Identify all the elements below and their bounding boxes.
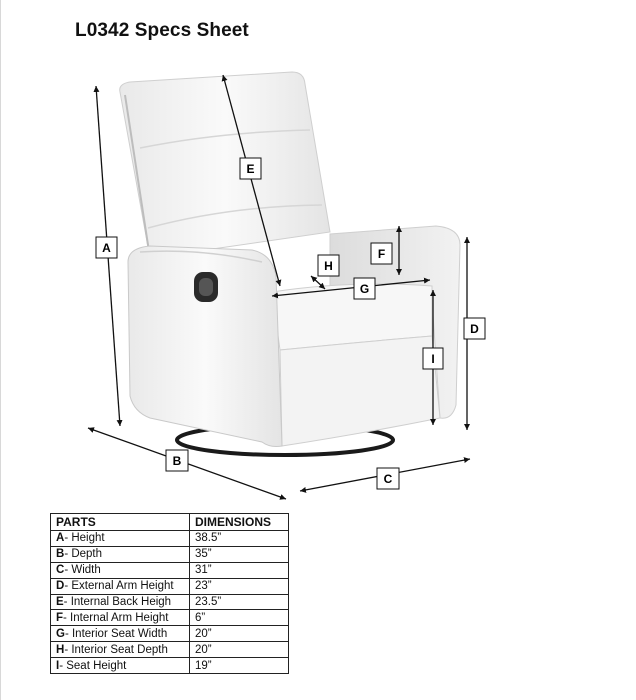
part-letter: A bbox=[56, 532, 65, 545]
dimension-label-e bbox=[240, 158, 261, 179]
part-cell bbox=[51, 531, 190, 547]
page-title: L0342 Specs Sheet bbox=[75, 20, 249, 41]
dimension-label-b bbox=[166, 450, 188, 471]
part-name: - Internal Back Heigh bbox=[63, 596, 172, 608]
part-name: - Internal Arm Height bbox=[63, 611, 169, 624]
part-name: - Interior Seat Width bbox=[64, 627, 168, 640]
dimension-label-a bbox=[96, 237, 117, 258]
part-letter: G bbox=[56, 627, 65, 640]
recliner-chair-illustration bbox=[120, 72, 460, 455]
table-row bbox=[51, 578, 289, 594]
table-row bbox=[51, 531, 289, 547]
dimension-label-d bbox=[464, 318, 485, 339]
dimension-value: 23” bbox=[190, 578, 289, 594]
part-cell bbox=[51, 626, 190, 642]
part-letter: F bbox=[56, 611, 64, 624]
dimension-label-h bbox=[318, 255, 339, 276]
dimension-letter-b: B bbox=[172, 454, 182, 468]
dimension-letter-c: C bbox=[383, 472, 393, 486]
part-cell bbox=[51, 594, 190, 610]
dimension-label-i bbox=[423, 348, 443, 369]
column-header-dimensions: DIMENSIONS bbox=[190, 514, 289, 531]
dimension-letter-d: D bbox=[470, 322, 479, 336]
part-name: - Height bbox=[64, 532, 105, 545]
dimension-letter-i: I bbox=[431, 352, 435, 366]
chair-front-panel bbox=[280, 336, 440, 446]
part-name: - External Arm Height bbox=[64, 580, 174, 593]
part-letter: H bbox=[56, 643, 65, 656]
dimension-value: 35” bbox=[190, 546, 289, 562]
part-cell bbox=[51, 658, 190, 674]
part-cell bbox=[51, 642, 190, 658]
dimension-value: 20” bbox=[190, 626, 289, 642]
specs-table-header-row bbox=[51, 514, 289, 531]
dimension-value: 31” bbox=[190, 562, 289, 578]
part-name: - Seat Height bbox=[59, 659, 127, 672]
table-row bbox=[51, 610, 289, 626]
dimension-value: 19” bbox=[190, 658, 289, 674]
part-name: - Interior Seat Depth bbox=[64, 643, 168, 656]
dimension-value: 6” bbox=[190, 610, 289, 626]
specs-table bbox=[50, 513, 289, 674]
dimension-value: 38.5” bbox=[190, 531, 289, 547]
part-letter: E bbox=[56, 596, 64, 608]
part-letter: B bbox=[56, 548, 65, 561]
table-row bbox=[51, 562, 289, 578]
part-letter: D bbox=[56, 580, 65, 593]
part-cell bbox=[51, 562, 190, 578]
dimension-value: 23.5” bbox=[190, 594, 289, 610]
dimension-letter-h: H bbox=[324, 259, 333, 273]
table-row bbox=[51, 626, 289, 642]
dimension-letter-f: F bbox=[377, 247, 386, 261]
dimension-letter-e: E bbox=[246, 162, 255, 176]
column-header-parts: PARTS bbox=[51, 514, 190, 531]
table-row bbox=[51, 594, 289, 610]
part-letter: I bbox=[56, 659, 60, 672]
dimension-label-f bbox=[371, 243, 392, 264]
part-letter: C bbox=[56, 564, 65, 577]
dimension-label-g bbox=[354, 278, 375, 299]
part-name: - Width bbox=[64, 564, 101, 577]
dimension-letter-a: A bbox=[102, 241, 111, 255]
table-row bbox=[51, 546, 289, 562]
table-row bbox=[51, 658, 289, 674]
dimension-letter-g: G bbox=[359, 282, 370, 296]
dimension-label-c bbox=[377, 468, 399, 489]
table-row bbox=[51, 642, 289, 658]
dimension-value: 20” bbox=[190, 642, 289, 658]
part-cell bbox=[51, 578, 190, 594]
part-name: - Depth bbox=[64, 548, 103, 561]
chair-backrest bbox=[120, 72, 330, 258]
part-cell bbox=[51, 546, 190, 562]
part-cell bbox=[51, 610, 190, 626]
